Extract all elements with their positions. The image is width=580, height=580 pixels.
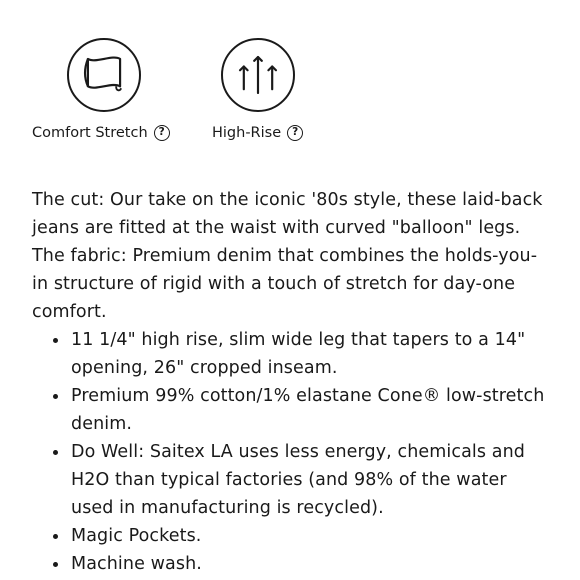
- list-item: 11 1/4" high rise, slim wide leg that tapers to a 14" opening, 26" cropped inseam.: [71, 326, 552, 382]
- help-icon[interactable]: ?: [154, 125, 170, 141]
- details-list: [32, 326, 552, 578]
- fabric-paragraph: The fabric: Premium denim that combines the holds-you-in structure of rigid with a touch of stretch for day-one comfort.: [32, 246, 538, 322]
- feature-label-text: Comfort Stretch: [32, 125, 148, 141]
- feature-label-text: High-Rise: [212, 125, 282, 141]
- stretch-fabric-icon: [67, 38, 141, 112]
- list-item: Machine wash.: [71, 550, 552, 578]
- product-features: [32, 38, 552, 158]
- list-item: Do Well: Saitex LA uses less energy, chemicals and H2O than typical factories (and 98% of the water used in manufacturing is recycled).: [71, 438, 552, 522]
- list-item: Premium 99% cotton/1% elastane Cone® low-stretch denim.: [71, 382, 552, 438]
- feature-label: [212, 125, 303, 141]
- help-icon[interactable]: ?: [287, 125, 303, 141]
- product-description: [32, 186, 552, 578]
- cut-paragraph: The cut: Our take on the iconic '80s style, these laid-back jeans are fitted at the waist with curved "balloon" legs.: [32, 190, 543, 238]
- list-item: Magic Pockets.: [71, 522, 552, 550]
- high-rise-arrows-icon: [221, 38, 295, 112]
- feature-label: [32, 125, 170, 141]
